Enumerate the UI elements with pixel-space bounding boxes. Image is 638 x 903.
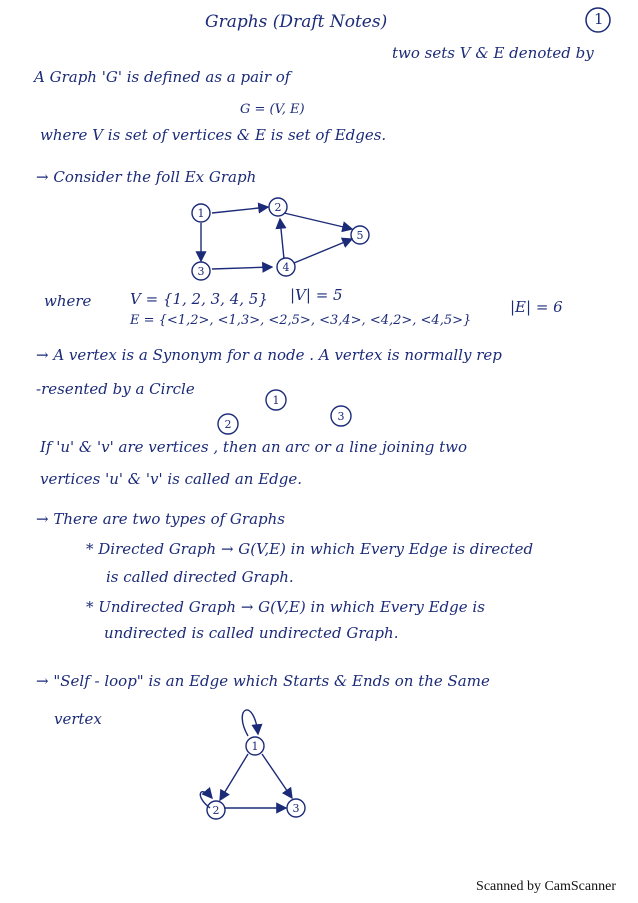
graph1-node-4: 4 (282, 261, 290, 274)
selfloop-line-1: → "Self - loop" is an Edge which Starts & Ends on the Same (36, 672, 490, 690)
undirected-line-1: * Undirected Graph → G(V,E) in which Every Edge is (86, 598, 485, 616)
directed-line-1: * Directed Graph → G(V,E) in which Every Edge is directed (86, 540, 534, 558)
definition-line-2: where V is set of vertices & E is set of Edges. (40, 126, 387, 144)
selfloop-line-2: vertex (54, 710, 102, 728)
graph2-node-1: 1 (251, 740, 259, 753)
page-number: 1 (594, 10, 604, 28)
vertex-line-1: → A vertex is a Synonym for a node . A vertex is normally rep (36, 346, 502, 364)
page-title: Graphs (Draft Notes) (205, 12, 388, 32)
consider-line: → Consider the foll Ex Graph (36, 168, 257, 186)
graph1-node-5: 5 (356, 229, 364, 242)
vertex-set: V = {1, 2, 3, 4, 5} (130, 290, 268, 308)
types-line: → There are two types of Graphs (36, 510, 285, 528)
directed-graph-example (180, 195, 380, 285)
scanner-footer: Scanned by CamScanner (476, 879, 616, 894)
undirected-line-2: undirected is called undirected Graph. (104, 624, 399, 642)
circle-example-3: 3 (337, 410, 345, 423)
definition-line-1: A Graph 'G' is defined as a pair of (34, 68, 291, 86)
where-label: where (44, 292, 92, 310)
edge-line-2: vertices 'u' & 'v' is called an Edge. (40, 470, 302, 488)
graph2-node-3: 3 (292, 802, 300, 815)
graph1-node-3: 3 (197, 265, 205, 278)
graph1-node-2: 2 (274, 201, 282, 214)
circle-example-1: 1 (272, 394, 280, 407)
vertex-line-2: -resented by a Circle (36, 380, 195, 398)
circle-examples (214, 386, 364, 446)
vertex-cardinality: |V| = 5 (290, 286, 343, 304)
edge-cardinality: |E| = 6 (510, 298, 563, 316)
edge-line-1: If 'u' & 'v' are vertices , then an arc or a line joining two (40, 438, 468, 456)
formula: G = (V, E) (240, 102, 305, 117)
directed-line-2: is called directed Graph. (106, 568, 294, 586)
definition-line-1b: two sets V & E denoted by (392, 44, 594, 62)
graph1-node-1: 1 (197, 207, 205, 220)
graph2-node-2: 2 (212, 804, 220, 817)
edge-set: E = {<1,2>, <1,3>, <2,5>, <3,4>, <4,2>, <4,5>} (130, 313, 472, 328)
self-loop-graph (192, 700, 322, 830)
circle-example-2: 2 (224, 418, 232, 431)
